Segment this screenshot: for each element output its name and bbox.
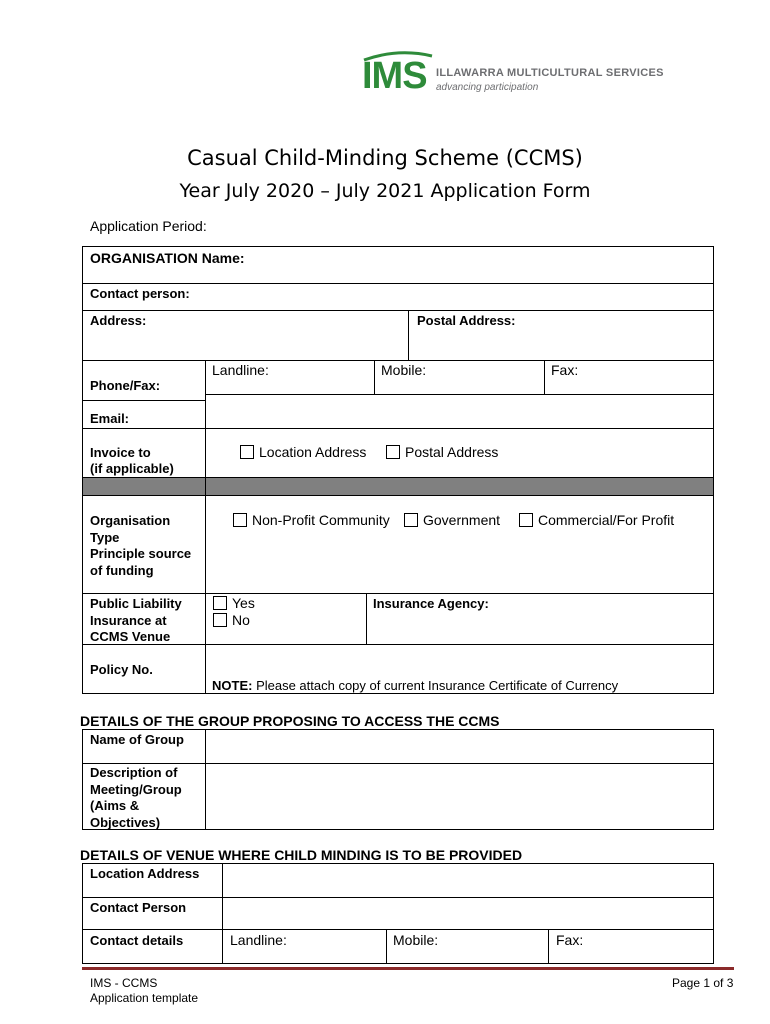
non-profit-option: Non-Profit Community — [252, 512, 390, 528]
government-checkbox[interactable] — [404, 513, 418, 527]
no-checkbox[interactable] — [213, 613, 227, 627]
postal-address-label: Postal Address: — [417, 313, 516, 328]
landline-label: Landline: — [212, 362, 269, 378]
postal-address-checkbox[interactable] — [386, 445, 400, 459]
name-of-group-label: Name of Group — [90, 732, 184, 747]
non-profit-checkbox[interactable] — [233, 513, 247, 527]
group-description-label: Description of Meeting/Group (Aims & Objectives) — [90, 765, 182, 830]
mobile-label: Mobile: — [381, 362, 427, 378]
venue-contact-details-label: Contact details — [90, 933, 184, 948]
invoice-to-label: Invoice to (if applicable) — [90, 445, 174, 476]
insurance-agency-label: Insurance Agency: — [373, 596, 489, 611]
venue-mobile-label: Mobile: — [393, 932, 439, 948]
venue-location-address-label: Location Address — [90, 866, 200, 881]
contact-person-label: Contact person: — [90, 286, 190, 301]
government-option: Government — [423, 512, 501, 528]
shaded-separator — [82, 477, 713, 495]
footer-doc-label: IMS - CCMS Application template — [90, 976, 199, 1005]
commercial-option: Commercial/For Profit — [538, 512, 675, 528]
page-title: Casual Child-Minding Scheme (CCMS) — [187, 146, 583, 170]
venue-landline-label: Landline: — [230, 932, 287, 948]
location-address-option: Location Address — [259, 444, 367, 460]
postal-address-option: Postal Address — [405, 444, 499, 460]
logo-org-name: ILLAWARRA MULTICULTURAL SERVICES — [436, 67, 664, 79]
page-number: Page 1 of 3 — [672, 976, 734, 990]
public-liability-label: Public Liability Insurance at CCMS Venue — [90, 596, 182, 644]
venue-fax-label: Fax: — [556, 932, 584, 948]
commercial-checkbox[interactable] — [519, 513, 533, 527]
group-section-heading: DETAILS OF THE GROUP PROPOSING TO ACCESS THE CCMS — [80, 713, 500, 729]
yes-option: Yes — [232, 595, 255, 611]
page-subtitle: Year July 2020 – July 2021 Application Form — [179, 180, 591, 202]
logo-brand: IMS — [362, 55, 427, 97]
yes-checkbox[interactable] — [213, 596, 227, 610]
org-name-label: ORGANISATION Name: — [90, 250, 245, 266]
policy-no-label: Policy No. — [90, 662, 153, 677]
application-period-label: Application Period: — [90, 218, 207, 234]
location-address-checkbox[interactable] — [240, 445, 254, 459]
organisation-type-label: Organisation Type Principle source of funding — [90, 513, 192, 578]
footer-rule — [82, 967, 734, 970]
phone-fax-label: Phone/Fax: — [90, 378, 161, 393]
insurance-note: NOTE: Please attach copy of current Insurance Certificate of Currency — [212, 678, 619, 693]
fax-label: Fax: — [551, 362, 579, 378]
logo-tagline: advancing participation — [436, 82, 539, 93]
venue-contact-person-label: Contact Person — [90, 900, 187, 915]
venue-section-heading: DETAILS OF VENUE WHERE CHILD MINDING IS TO BE PROVIDED — [80, 847, 523, 863]
no-option: No — [232, 612, 250, 628]
address-label: Address: — [90, 313, 147, 328]
email-label: Email: — [90, 411, 130, 426]
